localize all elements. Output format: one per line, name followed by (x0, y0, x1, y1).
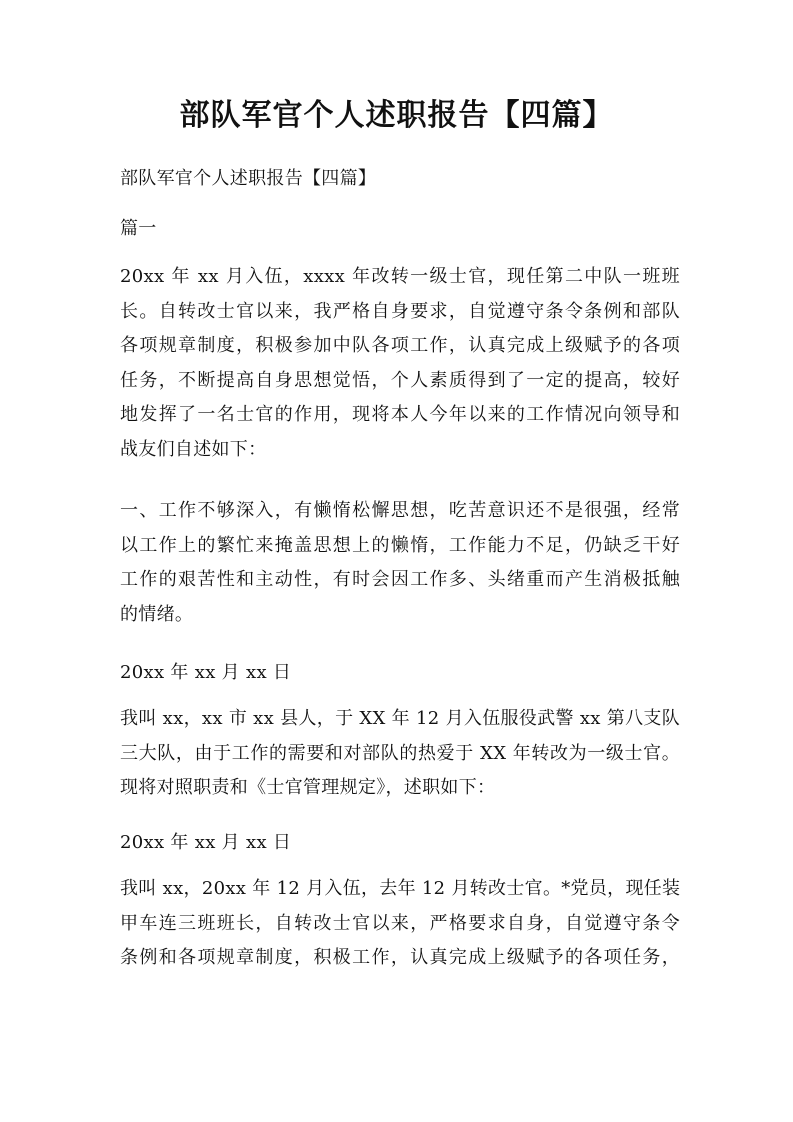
document-subtitle: 部队军官个人述职报告【四篇】 (120, 168, 377, 189)
paragraph-line: 工作的艰苦性和主动性，有时会因工作多、头绪重而产生消极抵触 (120, 569, 680, 590)
date-line-2: 20xx 年 xx 月 xx 日 (120, 832, 292, 853)
paragraph-line: 一、工作不够深入，有懒惰松懈思想，吃苦意识还不是很强，经常 (120, 500, 680, 521)
paragraph-line: 甲车连三班班长，自转改士官以来，严格要求自身，自觉遵守条令 (120, 912, 680, 934)
paragraph-2 (120, 494, 680, 632)
paragraph-line: 我叫 xx，20xx 年 12 月入伍，去年 12 月转改士官。*党员，现任装 (120, 878, 681, 899)
section-label: 篇一 (120, 218, 157, 239)
paragraph-line: 三大队，由于工作的需要和对部队的热爱于 XX 年转改为一级士官。 (120, 742, 680, 764)
paragraph-line: 20xx 年 xx 月入伍，xxxx 年改转一级士官，现任第二中队一班班 (120, 266, 680, 287)
paragraph-line: 长。自转改士官以来，我严格自身要求，自觉遵守条令条例和部队 (120, 300, 680, 322)
paragraph-line: 条例和各项规章制度，积极工作，认真完成上级赋予的各项任务， (120, 947, 680, 968)
paragraph-line: 的情绪。 (120, 603, 194, 625)
paragraph-line: 以工作上的繁忙来掩盖思想上的懒惰，工作能力不足，仍缺乏干好 (120, 534, 680, 556)
paragraph-1 (120, 260, 680, 467)
paragraph-line: 各项规章制度，积极参加中队各项工作，认真完成上级赋予的各项 (120, 335, 680, 356)
paragraph-line: 任务，不断提高自身思想觉悟，个人素质得到了一定的提高，较好 (120, 369, 680, 391)
paragraph-line: 战友们自述如下： (120, 438, 267, 460)
paragraph-line: 现将对照职责和《士官管理规定》，述职如下： (120, 777, 496, 798)
document-title: 部队军官个人述职报告【四篇】 (179, 98, 614, 133)
paragraph-4 (120, 872, 680, 976)
paragraph-3 (120, 702, 680, 806)
paragraph-line: 地发挥了一名士官的作用，现将本人今年以来的工作情况向领导和 (120, 404, 680, 425)
date-line-1: 20xx 年 xx 月 xx 日 (120, 662, 292, 683)
paragraph-line: 我叫 xx，xx 市 xx 县人，于 XX 年 12 月入伍服役武警 xx 第八支队 (120, 708, 680, 729)
